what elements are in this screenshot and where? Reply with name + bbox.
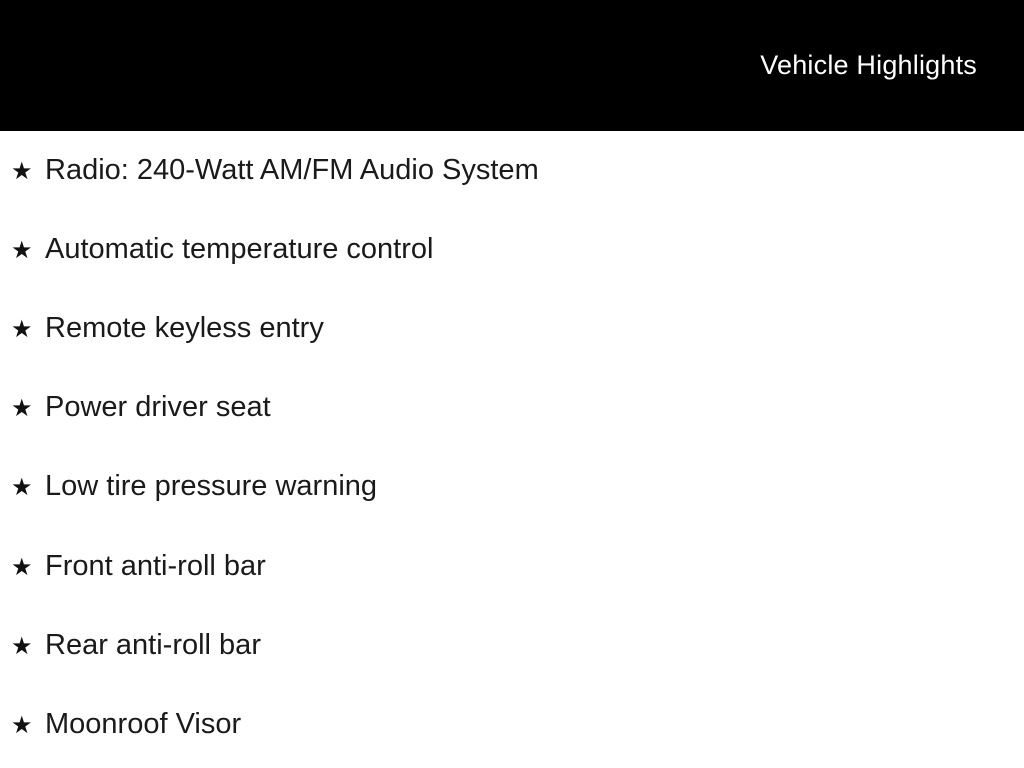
star-icon: ★ — [11, 710, 33, 739]
list-item — [0, 685, 1024, 764]
list-item — [0, 210, 1024, 289]
highlight-item-label: Remote keyless entry — [45, 312, 324, 345]
page-title: Vehicle Highlights — [760, 50, 977, 80]
highlight-item-label: Radio: 240-Watt AM/FM Audio System — [45, 153, 539, 186]
star-icon: ★ — [11, 156, 33, 185]
list-item — [0, 527, 1024, 606]
highlight-item-label: Rear anti-roll bar — [45, 628, 261, 661]
highlight-item-label: Front anti-roll bar — [45, 549, 266, 582]
star-icon: ★ — [11, 552, 33, 581]
list-item — [0, 289, 1024, 368]
star-icon: ★ — [11, 235, 33, 264]
highlight-item-label: Moonroof Visor — [45, 707, 242, 740]
highlights-list — [0, 131, 1024, 768]
list-item — [0, 131, 1024, 210]
star-icon: ★ — [11, 394, 33, 423]
list-item — [0, 369, 1024, 448]
list-item — [0, 448, 1024, 527]
header-bar — [0, 0, 1024, 131]
list-item — [0, 606, 1024, 685]
highlight-item-label: Low tire pressure warning — [45, 470, 378, 503]
highlight-item-label: Power driver seat — [45, 391, 271, 424]
star-icon: ★ — [11, 473, 33, 502]
highlight-item-label: Automatic temperature control — [45, 232, 434, 265]
star-icon: ★ — [11, 631, 33, 660]
star-icon: ★ — [11, 314, 33, 343]
